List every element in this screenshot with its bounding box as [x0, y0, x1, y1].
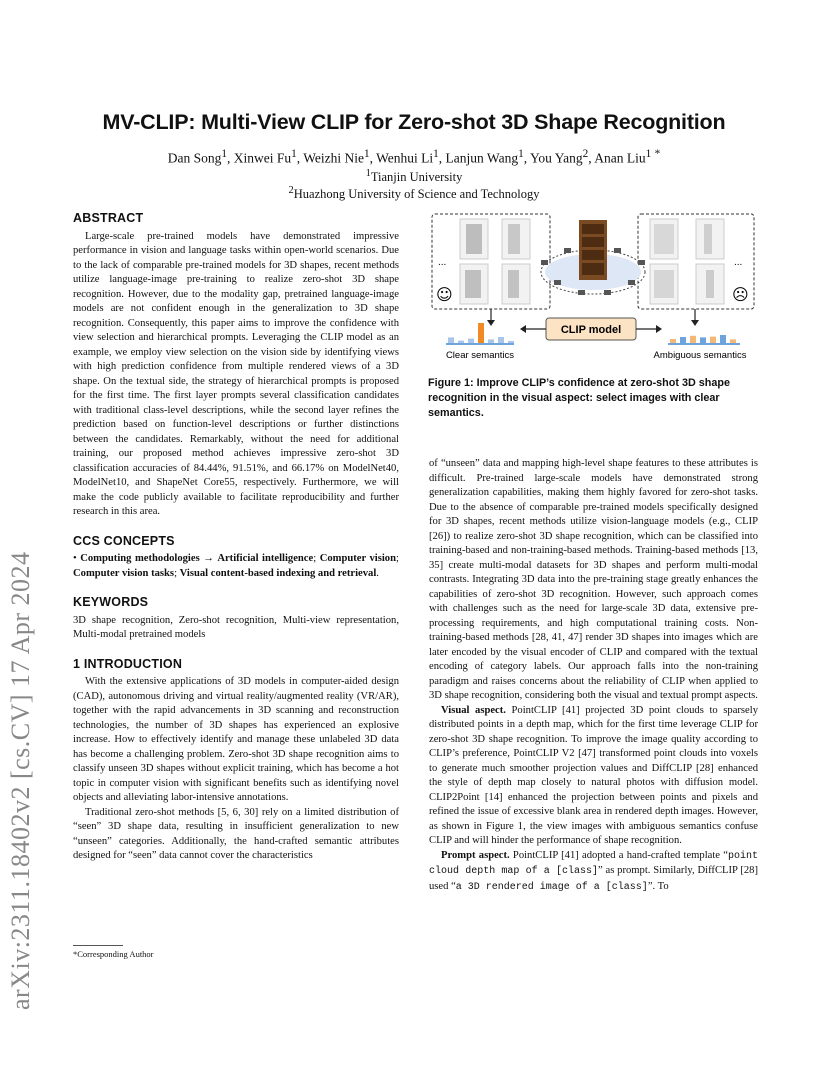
paragraph-text: PointCLIP [41] projected 3D point clouds to sparsely distributed points in a depth map, which for the first time leverage CLIP for zero-shot 3D shape recognition. To improve the image quality according to CLIP’s preference, PointCLIP V2 [47] transformed point clouds into voxels to generate much smoother projection values and DiffCLIP [28] enhanced the style of depth map closely to natural photos with diffusion model. CLIP2Point [14] enhanced the projection between points and pixels and refined the issue of excessive blank area in rendered depth images. However, as shown in Figure 1, the view images with ambiguous semantics confuse CLIP and will hinder the performance of shape recognition. — [429, 704, 758, 846]
paragraph-heading: Prompt aspect. — [441, 849, 510, 861]
affiliation-text: Huazhong University of Science and Technology — [293, 187, 540, 202]
affil-mark: 1 — [645, 148, 652, 160]
corresponding-mark: * — [654, 148, 661, 160]
author: Weizhi Nie — [303, 150, 364, 166]
author-list: Dan Song$^1$, Xinwei Fu$^1$, Weizhi Nie$^1$, Wenhui Li$^1$, Lanjun Wang$^1$, You Yang$^2$, Anan Liu$^1$ * — [167, 148, 661, 166]
sep: ; — [174, 567, 178, 579]
code-prompt: point cloud depth map of a [class] — [429, 850, 758, 877]
affiliation-1 — [0, 168, 828, 185]
visual-aspect-paragraph — [429, 704, 758, 849]
dots: ... — [438, 257, 447, 268]
author: Xinwei Fu — [233, 150, 292, 166]
clear-view-images — [460, 219, 530, 304]
author: You Yang — [529, 150, 583, 166]
code-prompt: a 3D rendered image of a [class] — [455, 881, 648, 893]
semantic-bar — [700, 337, 706, 343]
right-paragraph-1: of “unseen” data and mapping high-level shape features to these attributes is difficult. Pre-trained large-scale models have demonstrated strong generalization capabilities, making them highly favored for zero-shot tasks. Due to the absence of comparable pre-trained models specifically designed for 3D shapes, recent methods utilize vision-language models (e.g., CLIP [26]) to realize zero-shot 3D shape recognition, which can be classified into training-based and non-training-based methods. Training-based methods [13, 35] create multi-modal datasets for 3D shapes and perform multi-modal contrasts. Integrating 3D data into the pre-training stage greatly enhances the capabilities of zero-shot 3D recognition. However, such approach comes with challenges such as the need for large-scale 3D data, extensive pre-processing requirements, and high computational training costs. Non-training-based methods [28, 41, 47] render 3D shapes into images which are later encoded by the visual encoder of CLIP and compared with the textual encoding of category labels. Our approach falls into the non-training paradigm and raises concerns about the reliability of CLIP when applied to 3D shape recognition, considering both the visual and textual prompt aspects. — [429, 458, 758, 701]
affil-mark: 1 — [291, 148, 297, 160]
footnote-rule — [73, 945, 123, 946]
sad-face-icon: ☹ — [732, 285, 749, 304]
author: Lanjun Wang — [445, 150, 519, 166]
figure-caption: Figure 1: Improve CLIP’s confidence at zero-shot 3D shape recognition in the visual aspect: select images with clear semantics. — [428, 377, 730, 419]
semantic-bar — [448, 337, 454, 343]
intro-paragraph-2: Traditional zero-shot methods [5, 6, 30] rely on a limited distribution of “seen” 3D shape data, resulting in insufficient generalization to new “unseen” categories. Additionally, the hand-crafted semantic attributes designed for “seen” data cannot cover the characteristics — [73, 806, 399, 861]
arxiv-stamp: arXiv:2311.18402v2 [cs.CV] 17 Apr 2024 — [6, 551, 35, 1010]
author: Anan Liu — [594, 150, 646, 166]
affil-mark: 2 — [582, 148, 589, 160]
abstract-text: Large-scale pre-trained models have demonstrated impressive performance in vision and language tasks within open-world scenarios. Due to the lack of comparable pre-trained models for 3D shapes, recent methods utilize language-image pre-training to realize zero-shot 3D shape recognition. However, due to the modality gap, pretrained language-image models are not confident enough in the generalization to 3D shape recognition. Consequently, this paper aims to improve the confidence with view selection and hierarchical prompts. Leveraging the CLIP model as an example, we employ view selection on the vision side by identifying views with high prediction confidence from multiple rendered views of a 3D shape. On the textual side, the strategy of hierarchical prompts is proposed for the first time. The first layer prompts several classification candidates with traditional class-level descriptions, while the second layer refines the prediction based on function-level descriptions or further distinctions between the candidates. Remarkably, without the need for additional training, our proposed method achieves impressive zero-shot 3D classification accuracies of 84.44%, 91.51%, and 66.17% on ModelNet40, ModelNet10, and ShapeNet Core55, respectively. Furthermore, we will make the code publicly available to facilitate reproducibility and further research in this area. — [73, 230, 399, 517]
semantic-bar — [690, 336, 696, 343]
clear-semantics-bars — [448, 323, 514, 343]
happy-face-icon: ☺ — [436, 285, 453, 304]
dots: ... — [734, 257, 743, 268]
left-column — [73, 211, 399, 864]
semantic-bar — [710, 337, 716, 343]
affiliation-2 — [0, 185, 828, 202]
keywords-text: 3D shape recognition, Zero-shot recognition, Multi-view representation, Multi-modal pretrained models — [73, 614, 399, 640]
ccs-term: Computer vision — [319, 553, 396, 564]
clear-semantics-label: Clear semantics — [445, 350, 515, 361]
sep: ; — [313, 553, 317, 564]
semantic-bar — [458, 341, 464, 343]
figure-1 — [428, 210, 758, 370]
prompt-aspect-paragraph — [429, 849, 758, 896]
affil-mark: 1 — [221, 148, 227, 160]
semantic-bar — [680, 337, 686, 343]
affil-mark: 1 — [433, 148, 439, 160]
affiliation-text: Tianjin University — [370, 170, 463, 185]
ccs-heading: CCS CONCEPTS — [73, 533, 175, 548]
keywords-heading: KEYWORDS — [73, 595, 149, 609]
intro-heading: 1 INTRODUCTION — [73, 656, 183, 671]
paper-title: MV-CLIP: Multi-View CLIP for Zero-shot 3D Shape Recognition — [102, 110, 726, 134]
arrow: → — [203, 553, 214, 564]
semantic-bar — [498, 337, 504, 343]
ccs-term: Computer vision tasks — [73, 567, 175, 579]
paragraph-text: ”. To — [647, 880, 669, 892]
bookshelf-icon — [579, 220, 607, 280]
affil-mark: 1 — [365, 168, 371, 179]
ambiguous-semantics-bars — [670, 335, 736, 343]
semantic-bar — [488, 339, 494, 343]
ambiguous-semantics-label: Ambiguous semantics — [653, 350, 747, 361]
abstract-heading: ABSTRACT — [73, 211, 144, 225]
ccs-term: Computing methodologies — [80, 553, 200, 564]
affil-mark: 1 — [364, 148, 370, 160]
sep: ; — [396, 553, 399, 564]
bullet: • — [73, 553, 77, 564]
ambiguous-view-images — [650, 219, 724, 304]
semantic-bar — [720, 335, 726, 343]
paragraph-heading: Visual aspect. — [441, 704, 506, 716]
figure-illustration — [428, 210, 758, 370]
paragraph-text: PointCLIP [41] adopted a hand-crafted template “ — [509, 849, 728, 861]
sep: . — [376, 567, 379, 579]
right-column — [429, 457, 758, 895]
ccs-term: Visual content-based indexing and retrieval — [179, 567, 377, 579]
ccs-term: Artificial intelligence — [217, 553, 314, 564]
ccs-text — [73, 552, 399, 581]
semantic-bar — [508, 341, 514, 343]
semantic-bar — [468, 339, 474, 343]
author: Wenhui Li — [376, 150, 434, 166]
affil-mark: 1 — [518, 148, 524, 160]
semantic-bar — [478, 323, 484, 343]
semantic-bar — [670, 339, 676, 343]
semantic-bar — [730, 339, 736, 343]
affil-mark: 2 — [288, 185, 294, 196]
footnote: *Corresponding Author — [73, 949, 154, 959]
paragraph-text: ” as prompt. Similarly, DiffCLIP [28] used “ — [429, 865, 758, 892]
author: Dan Song — [167, 150, 222, 166]
intro-paragraph-1: With the extensive applications of 3D models in computer-aided design (CAD), autonomous driving and virtual reality/augmented reality (VR/AR), together with the rapid advancements in 3D scanning and reconstruction technologies, the number of 3D shapes has experienced an explosive increase. How to effectively identify and manage these unlabeled 3D data has become a challenging problem. Zero-shot 3D shape recognition aims to classify unseen 3D shapes without explicit training, which has become a hot topic in computer vision with significant benefits such as identifying novel objects and alleviating labor-intensive annotations. — [73, 676, 399, 803]
clip-model-label: CLIP model — [560, 324, 622, 336]
